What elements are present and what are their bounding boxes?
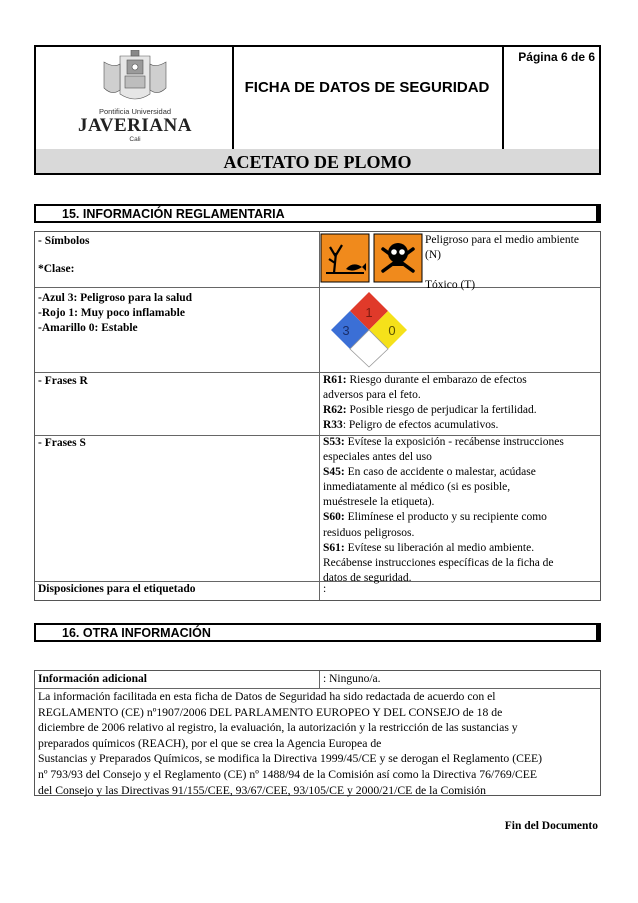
frase-s-line-text: Recábense instrucciones específicas de la ficha de: [323, 556, 554, 569]
frase-s-line: [323, 510, 598, 525]
paragraph-line: La información facilitada en esta ficha de Datos de Seguridad ha sido redactada de acuerdo con el: [38, 690, 496, 703]
logo-line3: Cali: [129, 136, 141, 143]
frase-r-line-code: R62:: [323, 404, 347, 416]
end-of-document: Fin del Documento: [504, 820, 598, 832]
frase-s-line: [323, 556, 598, 571]
nfpa-yellow-value: 0: [388, 323, 396, 338]
frase-s-line: [323, 435, 598, 450]
etiquetado-value: :: [323, 583, 327, 595]
frase-s-line: [323, 541, 598, 556]
frase-r-line: [323, 418, 598, 433]
frases-r-label: - Frases R: [38, 375, 88, 387]
frase-s-line-text: Evítese su liberación al medio ambiente.: [344, 541, 535, 554]
nfpa-blue-text: -Azul 3: Peligroso para la salud: [38, 292, 193, 304]
frase-s-line-text: En caso de accidente o malestar, acúdase: [344, 466, 536, 479]
section-15-title-text: 15. INFORMACIÓN REGLAMENTARIA: [62, 207, 285, 221]
environment-hazard-icon: [320, 233, 370, 283]
frase-s-line-text: Elimínese el producto y su recipiente como: [344, 511, 547, 524]
frases-r-list: [323, 373, 598, 433]
paragraph-line: Sustancias y Preparados Químicos, se modifica la Directiva 1999/45/CE y se derogan el Reglamento (CEE): [38, 752, 543, 766]
section-16-title: [34, 623, 601, 642]
university-crest-icon: [70, 50, 200, 104]
info-adicional-label: Información adicional: [38, 673, 147, 685]
peligro-ambiente-code: (N): [425, 249, 441, 261]
frase-s-line-text: muéstresele la etiqueta).: [323, 496, 435, 509]
logo-line2: JAVERIANA: [78, 115, 192, 136]
frase-r-line-text: : Peligro de efectos acumulativos.: [342, 419, 499, 431]
frase-r-line: [323, 373, 598, 388]
regulation-paragraph: [38, 689, 600, 798]
frase-s-line-text: especiales antes del uso: [323, 451, 432, 464]
logo-line1: Pontificia Universidad: [98, 107, 172, 116]
nfpa-red-value: 1: [365, 305, 373, 320]
nfpa-yellow-text: -Amarillo 0: Estable: [38, 322, 138, 334]
frase-s-line-code: S60:: [323, 511, 345, 524]
frase-s-line-text: residuos peligrosos.: [323, 526, 415, 539]
frase-s-line: [323, 495, 598, 510]
frase-s-line-code: S45:: [323, 466, 345, 479]
clase-label: *Clase:: [38, 263, 75, 275]
frase-r-line: [323, 388, 598, 403]
university-logo: [70, 50, 200, 145]
section-16-title-text: 16. OTRA INFORMACIÓN: [62, 626, 211, 640]
info-adicional-value: : Ninguno/a.: [323, 673, 381, 685]
frase-s-line-code: S61:: [323, 541, 345, 554]
section-15-title: [34, 204, 601, 223]
frase-s-line: [323, 450, 598, 465]
frase-s-line: [323, 571, 598, 586]
paragraph-line: del Consejo y las Directivas 91/155/CEE, 93/67/CEE, 93/105/CE y 2000/21/CE de la Comisión: [38, 783, 486, 797]
page-number: Página 6 de 6: [518, 50, 595, 64]
frase-s-line: [323, 526, 598, 541]
frase-s-line-text: Evítese la exposición - recábense instrucciones: [344, 436, 564, 448]
toxico-text: Tóxico (T): [425, 279, 476, 291]
nfpa-red-text: -Rojo 1: Muy poco inflamable: [38, 307, 185, 319]
frases-s-list: [323, 435, 598, 586]
paragraph-line: REGLAMENTO (CE) nº1907/2006 DEL PARLAMENTO EUROPEO Y DEL CONSEJO de 18 de: [38, 705, 503, 719]
frase-r-line: [323, 403, 598, 418]
frase-s-line-text: datos de seguridad.: [323, 571, 412, 584]
document-title: FICHA DE DATOS DE SEGURIDAD: [244, 79, 490, 96]
etiquetado-label: Disposiciones para el etiquetado: [38, 583, 196, 595]
nfpa-blue-value: 3: [342, 323, 350, 338]
product-name: ACETATO DE PLOMO: [223, 152, 412, 172]
frases-s-label: - Frases S: [38, 437, 86, 449]
paragraph-line: diciembre de 2006 relativo al registro, la evaluación, la autorización y la restricción de las sustancias y: [38, 721, 518, 735]
peligro-ambiente-text: Peligroso para el medio ambiente: [425, 234, 579, 246]
nfpa-diamond-icon: [330, 290, 408, 368]
frase-r-line-text: Riesgo durante el embarazo de efectos: [346, 374, 527, 386]
frase-s-line: [323, 465, 598, 480]
simbolos-label: - Símbolos: [38, 235, 90, 247]
frase-s-line-code: S53:: [323, 436, 345, 448]
frase-s-line-text: inmediatamente al médico (si es posible,: [323, 481, 511, 494]
frase-r-line-code: R33: [323, 419, 343, 431]
frase-r-line-text: Posible riesgo de perjudicar la fertilidad.: [346, 404, 537, 416]
frase-s-line: [323, 480, 598, 495]
frase-r-line-code: R61:: [323, 374, 347, 386]
skull-crossbones-icon: [373, 233, 423, 283]
frase-r-line-text: adversos para el feto.: [323, 389, 421, 401]
paragraph-line: preparados químicos (REACH), por el que se crea la Agencia Europea de: [38, 736, 382, 750]
paragraph-line: nº 793/93 del Consejo y el Reglamento (CE) nº 1488/94 de la Comisión así como la Directiva 76/769/CEE: [38, 767, 538, 781]
